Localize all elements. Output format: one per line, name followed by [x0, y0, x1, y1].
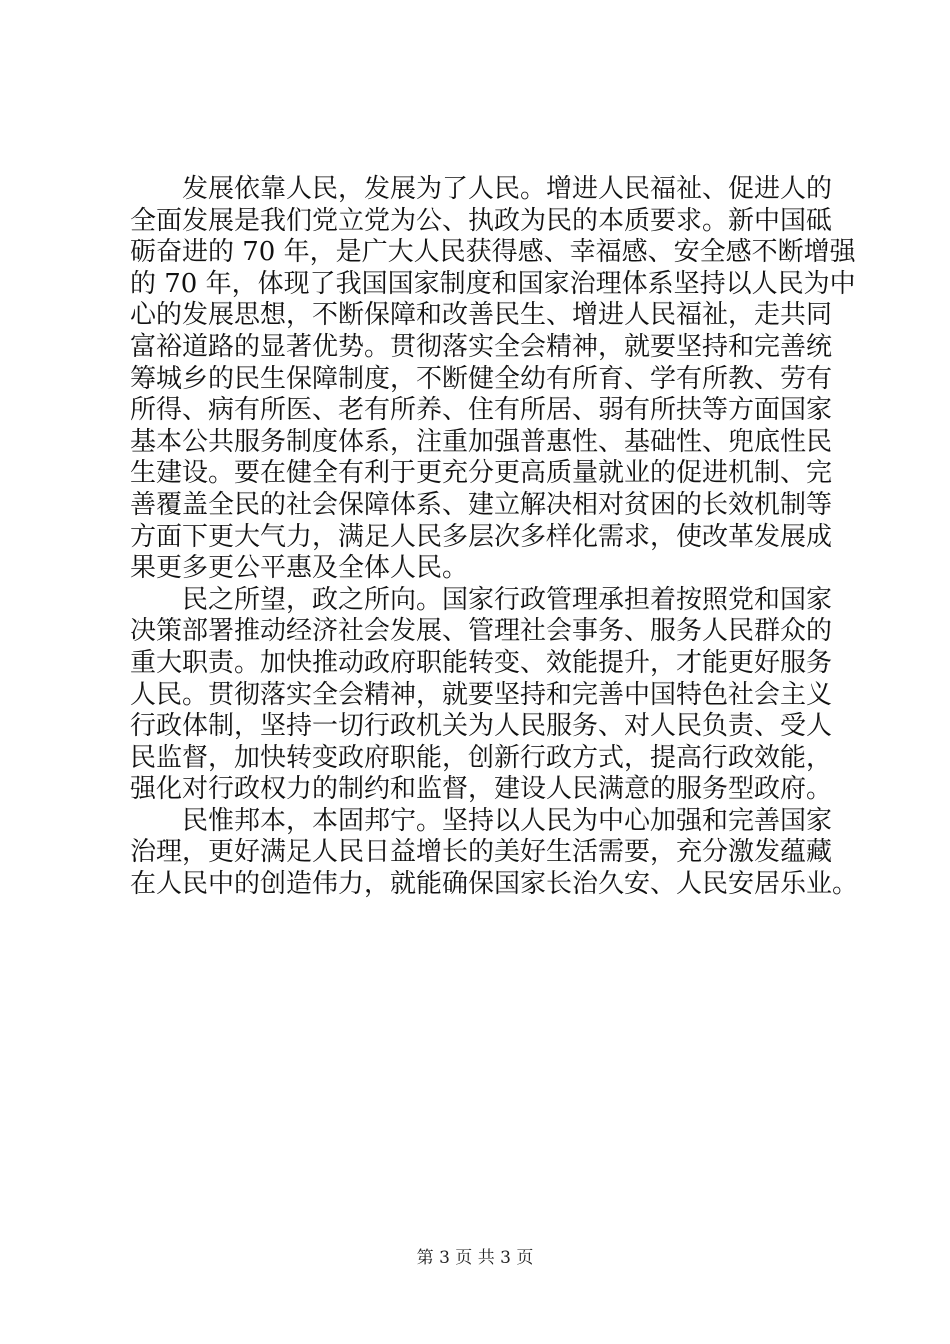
paragraph-line: 民惟邦本，本固邦宁。坚持以人民为中心加强和完善国家 — [182, 805, 833, 836]
paragraph-line: 方面下更大气力，满足人民多层次多样化需求，使改革发展成 — [130, 521, 833, 552]
paragraph-line: 强化对行政权力的制约和监督，建设人民满意的服务型政府。 — [130, 774, 833, 805]
paragraph-1 — [130, 174, 856, 585]
paragraph-line: 全面发展是我们党立党为公、执政为民的本质要求。新中国砥 — [130, 205, 833, 236]
page-footer: 第 3 页 共 3 页 — [416, 1248, 534, 1268]
paragraph-line: 富裕道路的显著优势。贯彻落实全会精神，就要坚持和完善统 — [130, 331, 833, 362]
paragraph-2 — [130, 584, 833, 806]
paragraph-line: 果更多更公平惠及全体人民。 — [130, 553, 469, 584]
paragraph-3 — [130, 805, 859, 901]
paragraph-line: 筹城乡的民生保障制度，不断健全幼有所育、学有所教、劳有 — [130, 363, 833, 394]
paragraph-line: 治理，更好满足人民日益增长的美好生活需要，充分激发蕴藏 — [130, 837, 833, 868]
paragraph-line: 砺奋进的 70 年，是广大人民获得感、幸福感、安全感不断增强 — [130, 237, 856, 268]
paragraph-line: 所得、病有所医、老有所养、住有所居、弱有所扶等方面国家 — [130, 395, 833, 426]
paragraph-line: 发展依靠人民，发展为了人民。增进人民福祉、促进人的 — [182, 174, 833, 204]
paragraph-line: 心的发展思想，不断保障和改善民生、增进人民福祉，走共同 — [130, 300, 833, 331]
paragraph-line: 人民。贯彻落实全会精神，就要坚持和完善中国特色社会主义 — [130, 679, 833, 710]
paragraph-line: 行政体制，坚持一切行政机关为人民服务、对人民负责、受人 — [130, 711, 833, 742]
paragraph-line: 的 70 年，体现了我国国家制度和国家治理体系坚持以人民为中 — [130, 268, 856, 299]
paragraph-line: 基本公共服务制度体系，注重加强普惠性、基础性、兜底性民 — [130, 426, 833, 457]
paragraph-line: 生建设。要在健全有利于更充分更高质量就业的促进机制、完 — [130, 458, 833, 489]
document-body — [130, 174, 859, 901]
paragraph-line: 在人民中的创造伟力，就能确保国家长治久安、人民安居乐业。 — [130, 869, 859, 900]
paragraph-line: 决策部署推动经济社会发展、管理社会事务、服务人民群众的 — [130, 616, 833, 647]
paragraph-line: 重大职责。加快推动政府职能转变、效能提升，才能更好服务 — [130, 647, 833, 678]
paragraph-line: 民监督，加快转变政府职能，创新行政方式，提高行政效能， — [130, 742, 833, 773]
paragraph-line: 善覆盖全民的社会保障体系、建立解决相对贫困的长效机制等 — [130, 489, 833, 520]
paragraph-line: 民之所望，政之所向。国家行政管理承担着按照党和国家 — [182, 584, 833, 615]
